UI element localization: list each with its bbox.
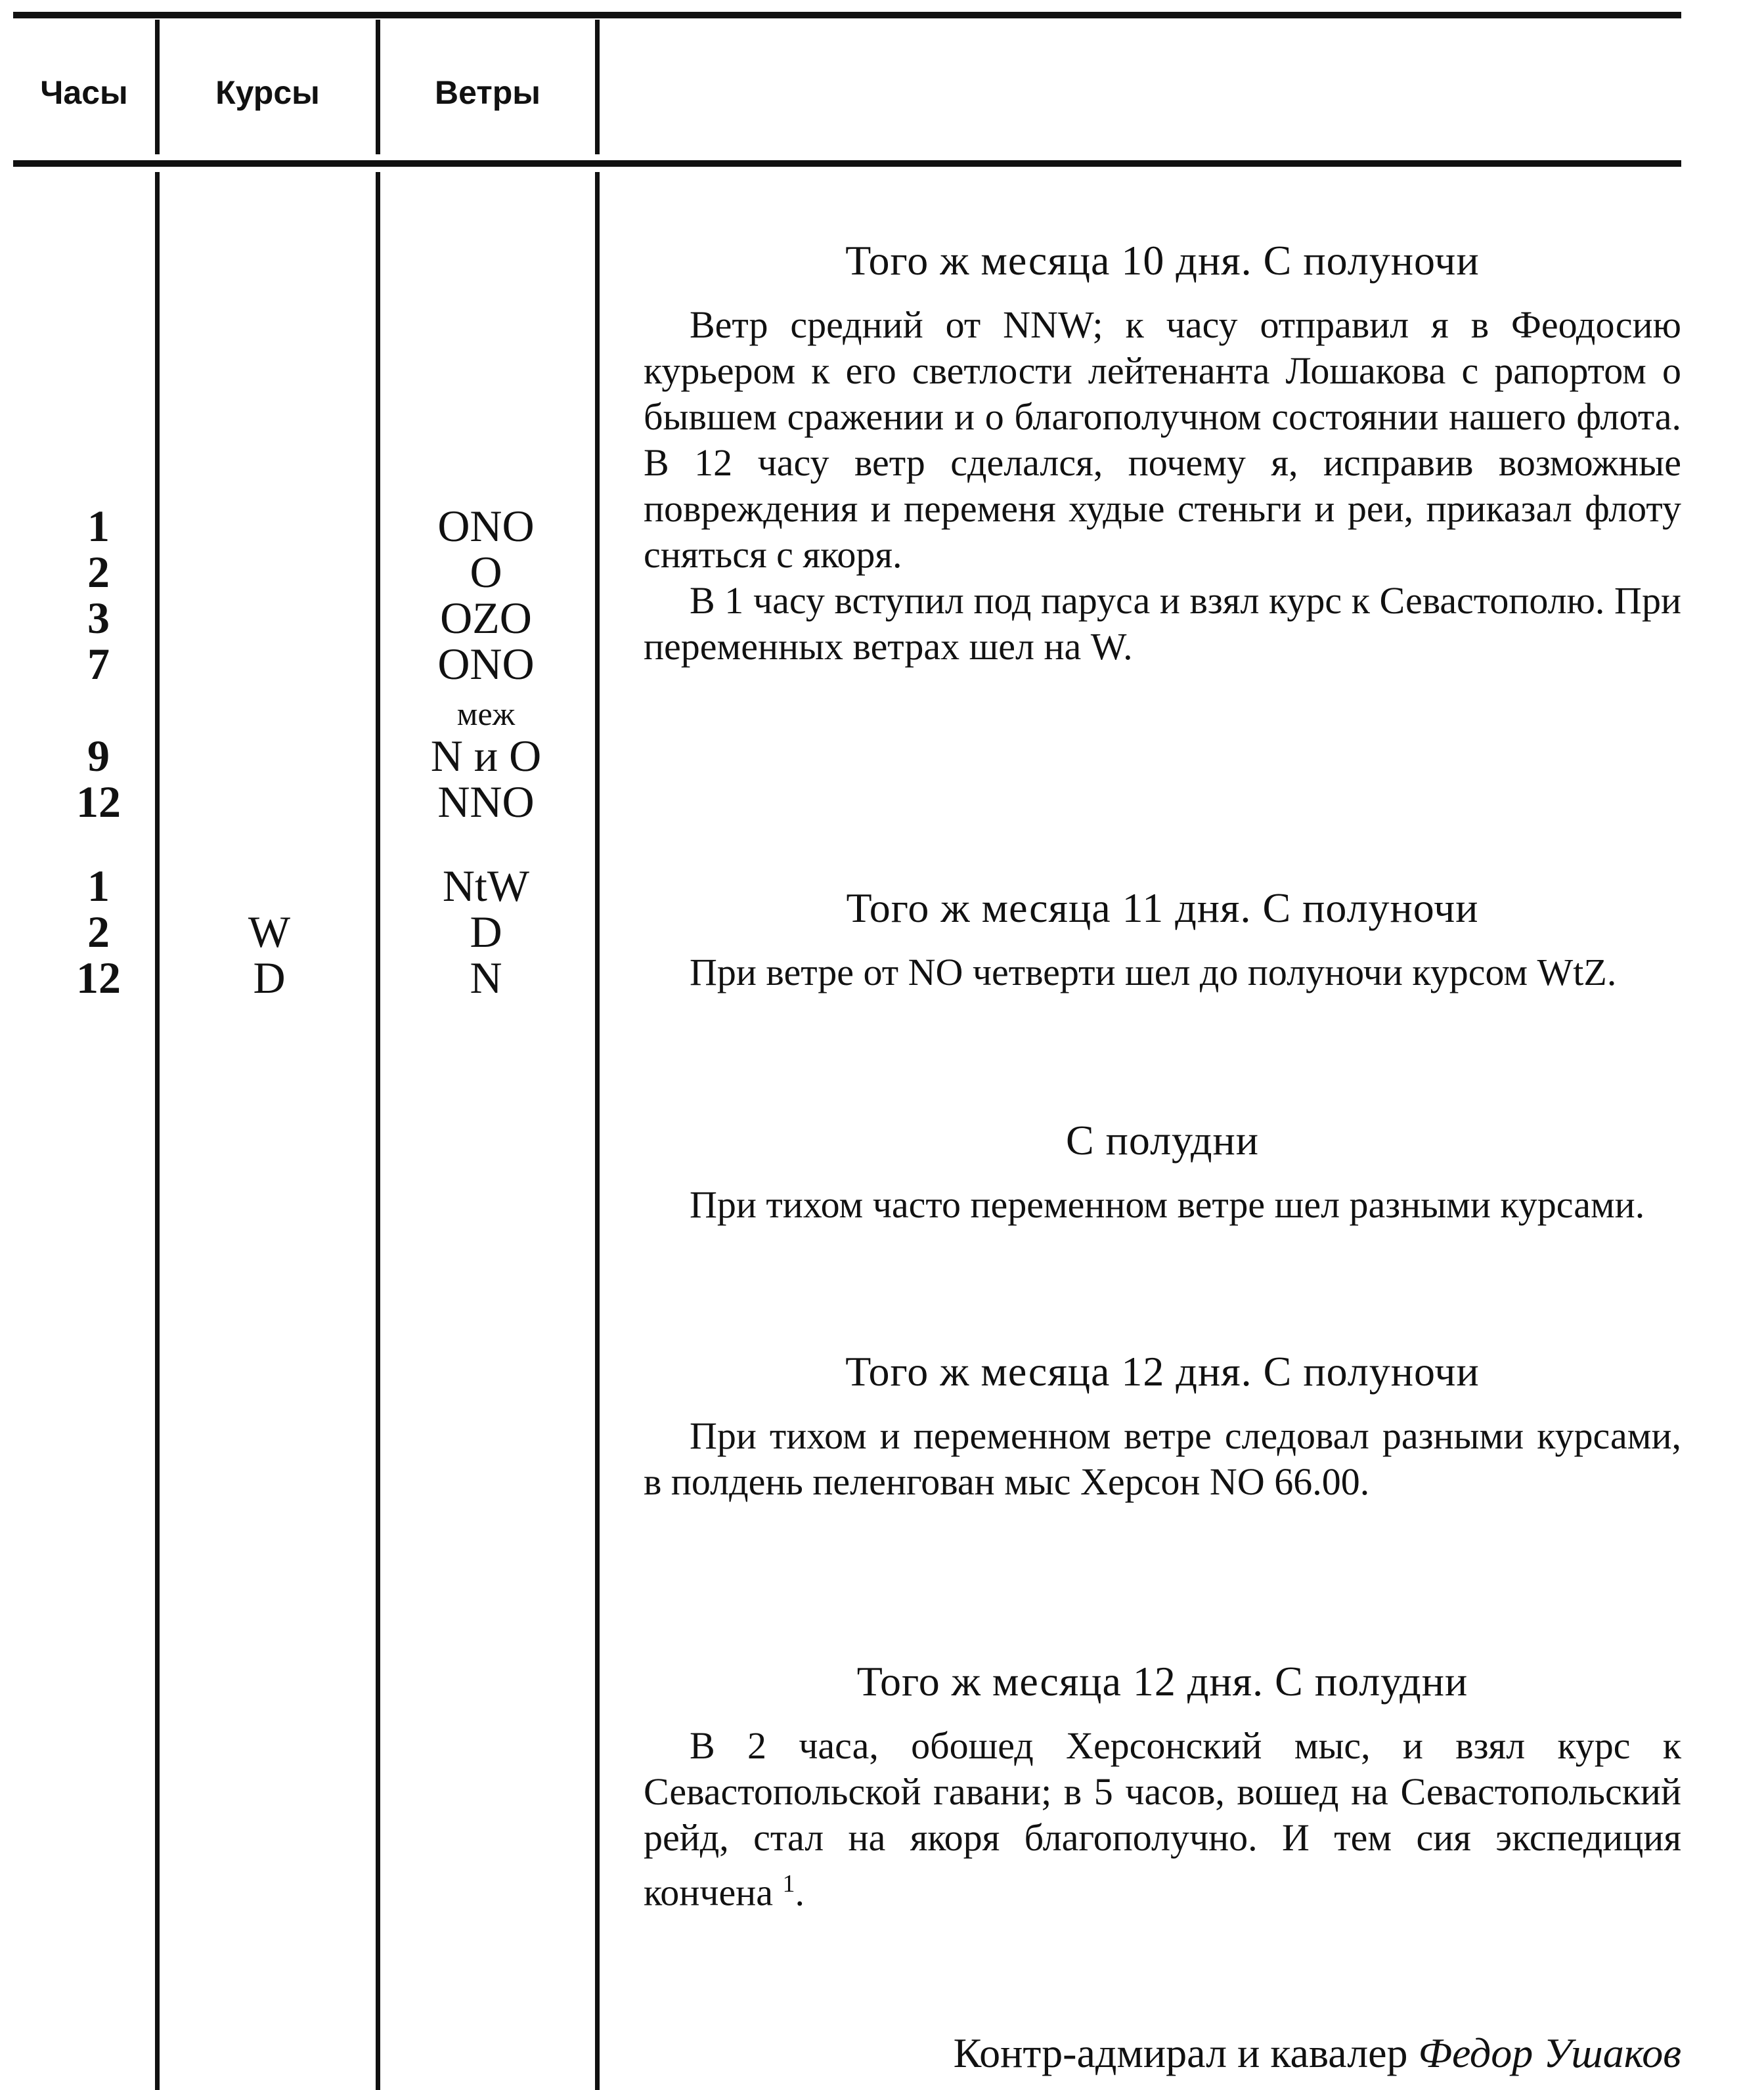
signature-name: Федор Ушаков <box>1418 2030 1681 2076</box>
wind-cell: ONO <box>437 639 535 689</box>
column-divider <box>595 172 600 2090</box>
entry-body <box>644 302 1681 670</box>
wind-cell: NtW <box>442 861 530 911</box>
entry-paragraph: В 1 часу вступил под паруса и взял курс к Севастополю. При переменных ветрах шел на W. <box>644 579 1681 668</box>
hour-cell: 12 <box>76 953 121 1003</box>
entry-body <box>644 949 1681 995</box>
header-courses: Курсы <box>215 74 320 111</box>
journal-entry <box>644 1347 1681 1505</box>
column-divider <box>376 172 380 2090</box>
course-cell: D <box>253 953 286 1003</box>
hour-cell: 1 <box>87 861 110 911</box>
entry-body <box>644 1723 1681 1915</box>
journal-entry <box>644 236 1681 670</box>
entry-title: Того ж месяца 10 дня. С полуночи <box>845 237 1480 284</box>
wind-cell: меж <box>456 695 516 732</box>
wind-cell: NNO <box>437 777 535 827</box>
entry-title: Того ж месяца 11 дня. С полуночи <box>846 884 1479 931</box>
wind-cell: D <box>470 907 502 957</box>
signature-rank: Контр-адмирал и кавалер <box>953 2030 1408 2076</box>
wind-cell: N и O <box>430 731 542 781</box>
wind-cell: ONO <box>437 501 535 551</box>
courses-column <box>197 0 342 1051</box>
winds-column <box>394 0 578 1051</box>
entry-paragraph: При тихом часто переменном ветре шел разными курсами. <box>690 1183 1645 1226</box>
hour-cell: 7 <box>87 639 110 689</box>
wind-cell: O <box>470 547 502 597</box>
entry-title: Того ж месяца 12 дня. С полуночи <box>845 1348 1480 1395</box>
hour-cell: 12 <box>76 777 121 827</box>
hour-cell: 2 <box>87 907 110 957</box>
header-winds: Ветры <box>435 74 540 111</box>
signature <box>644 2029 1681 2078</box>
footnote-mark: 1 <box>782 1870 795 1898</box>
entry-title: Того ж месяца 12 дня. С полудни <box>856 1658 1468 1705</box>
journal-entry <box>644 884 1681 995</box>
entry-paragraph: В 2 часа, обошед Херсонский мыс, и взял курс к Севастопольской гавани; в 5 часов, вошед на Севастопольский рейд, стал на якоря благополучно. И тем сия экспедиция кончена $^1$. <box>644 1724 1681 1914</box>
hour-cell: 9 <box>87 731 110 781</box>
hour-cell: 1 <box>87 501 110 551</box>
wind-cell: OZO <box>440 593 532 643</box>
column-divider <box>376 20 380 154</box>
entry-body <box>644 1413 1681 1505</box>
course-cell: W <box>248 907 291 957</box>
entry-title: С полудни <box>1065 1117 1260 1164</box>
journal-entry <box>644 1116 1681 1228</box>
wind-cell: N <box>470 953 502 1003</box>
entry-paragraph: При тихом и переменном ветре следовал разными курсами, в полдень пеленгован мыс Херсон NO 66.00. <box>644 1414 1681 1503</box>
journal-entry <box>644 1657 1681 1915</box>
entry-paragraph: При ветре от NO четверти шел до полуночи курсом WtZ. <box>690 951 1617 993</box>
hour-cell: 3 <box>87 593 110 643</box>
entry-paragraph-text: В 2 часа, обошед Херсонский мыс, и взял курс к Севастопольской гавани; в 5 часов, вошед на Севастопольский рейд, стал на якоря благополучно. И тем сия экспедиция кончена <box>644 1724 1681 1914</box>
entry-body <box>644 1182 1681 1228</box>
hours-column <box>39 0 158 1051</box>
header-hours: Часы <box>40 74 128 111</box>
entry-paragraph: Ветр средний от NNW; к часу отправил я в Феодосию курьером к его светлости лейтенанта Лошакова с рапортом о бывшем сражении и о благополучном состоянии нашего флота. В 12 часу ветр сделался, почему я, исправив возможные повреждения и переменя худые стеньги и реи, приказал флоту сняться с якоря. <box>644 303 1681 576</box>
hour-cell: 2 <box>87 547 110 597</box>
column-divider <box>595 20 600 154</box>
